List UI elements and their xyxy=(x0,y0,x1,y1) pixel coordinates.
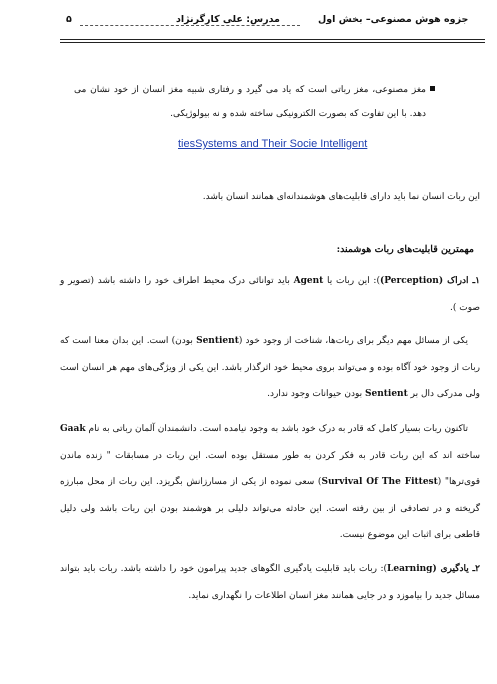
agent-term: Agent xyxy=(293,276,324,286)
section-heading: مهمترین قابلیت‌های ربات هوشمند: xyxy=(336,244,474,255)
perception-text: ): این ربات یا xyxy=(323,276,380,286)
sentient-term-1: Sentient xyxy=(196,336,239,346)
instructor-name: مدرس: علی کارگرنژاد xyxy=(176,14,280,25)
sentient-paragraph xyxy=(60,328,480,408)
header-rule-top xyxy=(60,39,485,40)
bullet-square-icon xyxy=(430,86,435,91)
gaak-paragraph xyxy=(60,416,480,549)
header-rule-bottom xyxy=(60,42,485,43)
perception-term: Perception xyxy=(384,276,439,286)
learning-text: ): ربات باید قابلیت یادگیری الگوهای جدید پیرامون خود را داشته باشد. ربات باید بتواند مسائل جدید را بیاموزد و در جایی همانند مغز انسان اطلاعات را نگهداری نماید. xyxy=(60,564,480,601)
learning-paragraph xyxy=(60,556,480,609)
gaak-text-start: تاکنون ربات بسیار کامل که قادر به درک خود باشد به وجود نیامده است. دانشمندان آلمان رباتی به نام xyxy=(85,424,468,434)
header-dotted-leader xyxy=(80,25,300,26)
page-number: ۵ xyxy=(66,14,72,25)
perception-paragraph: ۱ـ ادراک (Perception)): این ربات یا Agent باید توانائی درک محیط اطراف خود را داشته باشد (تصویر و صوت ). xyxy=(60,276,481,313)
gaak-term: Gaak xyxy=(60,424,86,434)
sentient-text-mid: بودن) است. این بدان معنا است که ربات از وجود خود آگاه بوده و می‌تواند بروی محیط خود اثرگذار باشد. این یکی از ویژگی‌های مهم هر انسان است ولی مدرکی دال بر xyxy=(60,336,480,399)
sentient-text-start: یکی از مسائل مهم دیگر برای ربات‌ها، شناخت از وجود خود ( xyxy=(238,336,468,346)
learning-term: Learning xyxy=(387,564,433,574)
learning-label: ۲ـ یادگیری ( xyxy=(432,564,480,574)
survival-term: Survival Of The Fittest xyxy=(321,477,438,487)
sentient-term-2: Sentient xyxy=(364,389,408,399)
sentient-text-end: بودن حیوانات وجود ندارد. xyxy=(267,389,365,399)
bullet-paragraph: مغز مصنوعی، مغز رباتی است که یاد می گیرد و رفتاری شبیه مغز انسان از خود نشان می دهد. با این تفاوت که بصورت الکترونیکی ساخته شده و نه بیولوژیکی. xyxy=(74,85,426,119)
perception-label: ۱ـ ادراک ( xyxy=(438,276,481,286)
gaak-text-end: ) سعی نموده از یکی از مسارزانش بگریزد. این ربات از محل مبارزه گریخته و در تصادفی از بین رفته است. این حادثه می‌تواند دلیلی بر هوشمند بودن این ربات باشد ولی دلیل قاطعی برای اثبات این موضوع نیست. xyxy=(60,477,480,540)
document-title: جزوه هوش مصنوعی– بخش اول xyxy=(318,14,469,25)
gaak-text-mid: ساخته اند که این ربات قادر به فکر کردن به طور مستقل بوده است. این ربات در مسابقات " زنده ماندن قوی‌ترها" ( xyxy=(60,450,480,487)
intro-paragraph: این ربات انسان نما باید دارای قابلیت‌های هوشمندانه‌ای همانند انسان باشد. xyxy=(202,192,480,202)
perception-rest: باید توانائی درک محیط اطراف خود را داشته باشد (تصویر و صوت ). xyxy=(60,276,480,313)
intelligent-systems-link[interactable]: tiesSystems and Their Socie Intelligent xyxy=(178,138,368,150)
